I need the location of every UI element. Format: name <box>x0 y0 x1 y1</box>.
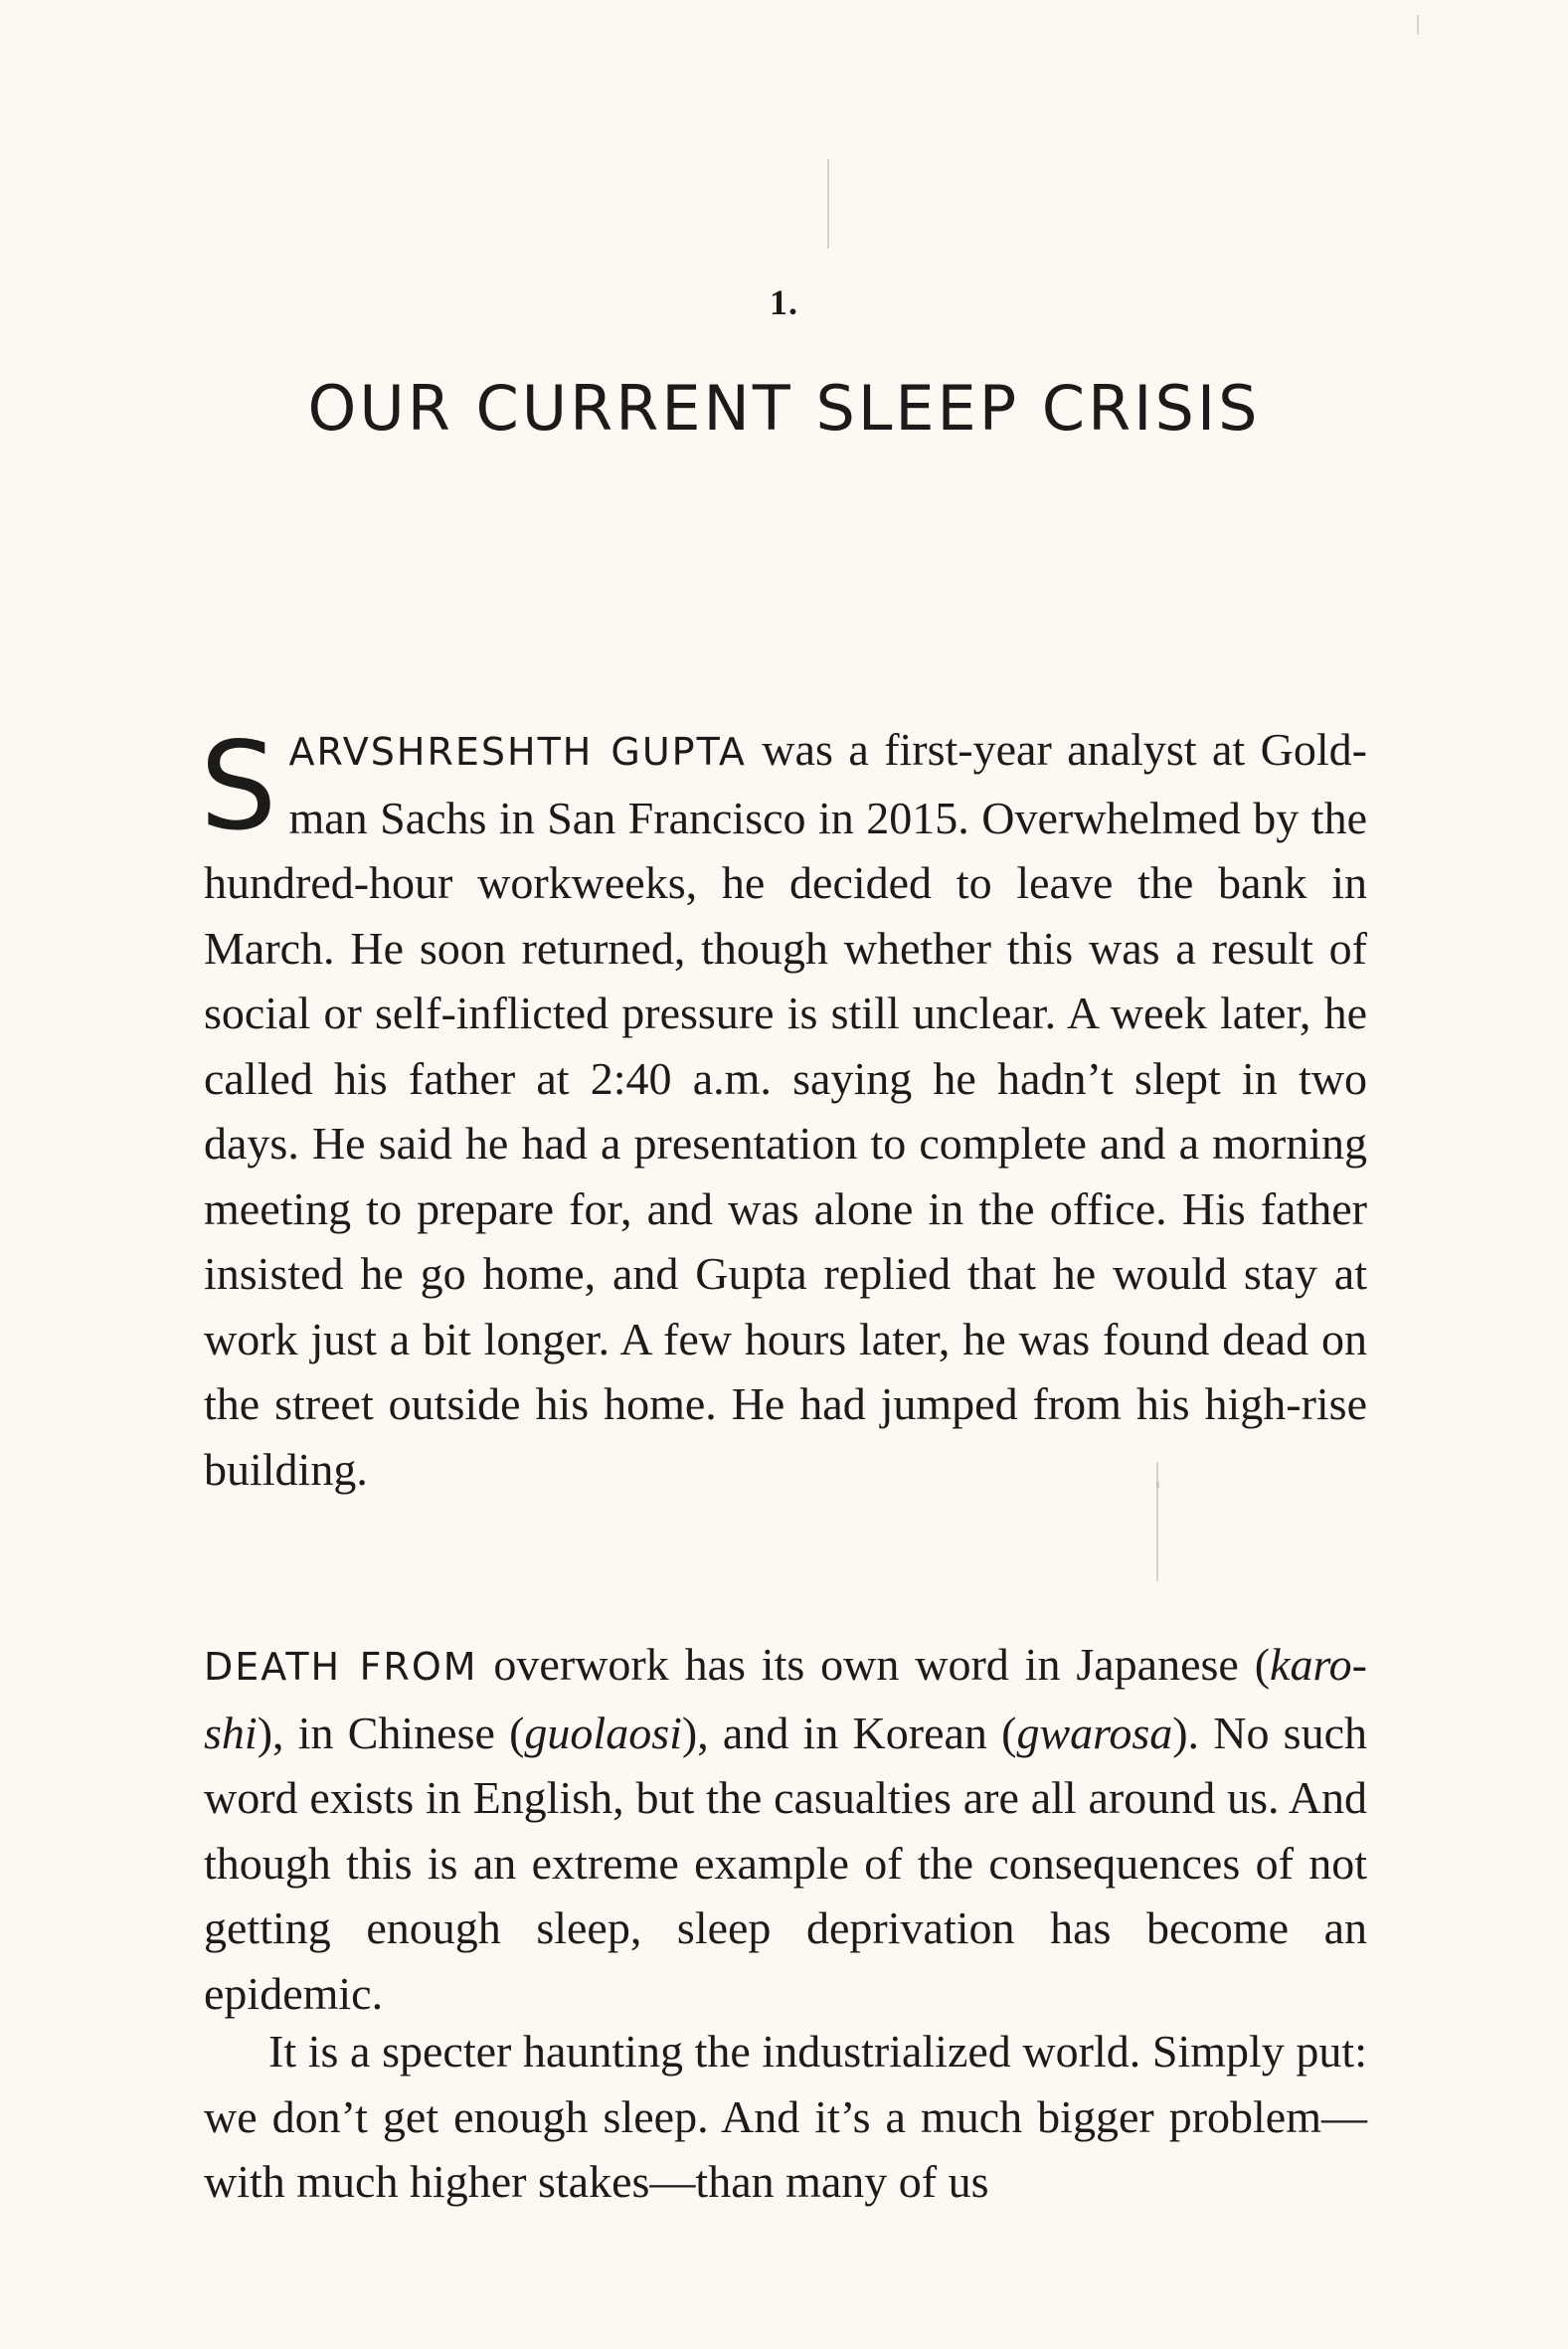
scan-mark <box>827 159 829 249</box>
section-paragraph <box>204 1632 1367 2026</box>
continuation-paragraph-text: It is a specter haunting the industrialized world. Simply put: we don’t get enough sleep. And it’s a much bigger problem—with much higher stakes—than many of us <box>204 2026 1367 2207</box>
section-text-b: ), in Chinese ( <box>257 1707 525 1758</box>
chapter-title: OUR CURRENT SLEEP CRISIS <box>307 372 1261 445</box>
scan-mark <box>1417 15 1419 35</box>
section-text-c: ), and in Korean ( <box>681 1707 1017 1758</box>
drop-cap: S <box>200 716 277 857</box>
opening-lead-in: ARVSHRESHTH GUPTA <box>288 730 747 774</box>
opening-paragraph-text: was a first-year analyst at Goldman Sachs in San Francisco in 2015. Overwhelmed by the hundred-hour workweeks, he decided to leave the bank in March. He soon returned, though whether this was a result of social or self-inflicted pressure is still unclear. A week later, he called his father at 2:40 a.m. saying he hadn’t slept in two days. He said he had a presentation to complete and a morning meeting to prepare for, and was alone in the office. His father insisted he go home, and Gupta replied that he would stay at work just a bit longer. A few hours later, he was found dead on the street outside his home. He had jumped from his high-rise building. <box>204 724 1367 1495</box>
word-japanese: karoshi <box>204 1639 1367 1758</box>
continuation-paragraph <box>204 2019 1367 2215</box>
word-chinese: guolaosi <box>524 1707 682 1758</box>
chapter-number: 1. <box>770 282 798 322</box>
section-lead-in: DEATH FROM <box>204 1645 478 1689</box>
word-korean: gwarosa <box>1016 1707 1173 1758</box>
section-text-a: overwork has its own word in Japanese ( <box>477 1639 1271 1690</box>
opening-paragraph <box>200 716 1367 1502</box>
section-text-d: ). No such word exists in English, but the casualties are all around us. And though this is an extreme example of the consequences of not getting enough sleep, sleep deprivation has become an epidemic. <box>204 1707 1367 2019</box>
